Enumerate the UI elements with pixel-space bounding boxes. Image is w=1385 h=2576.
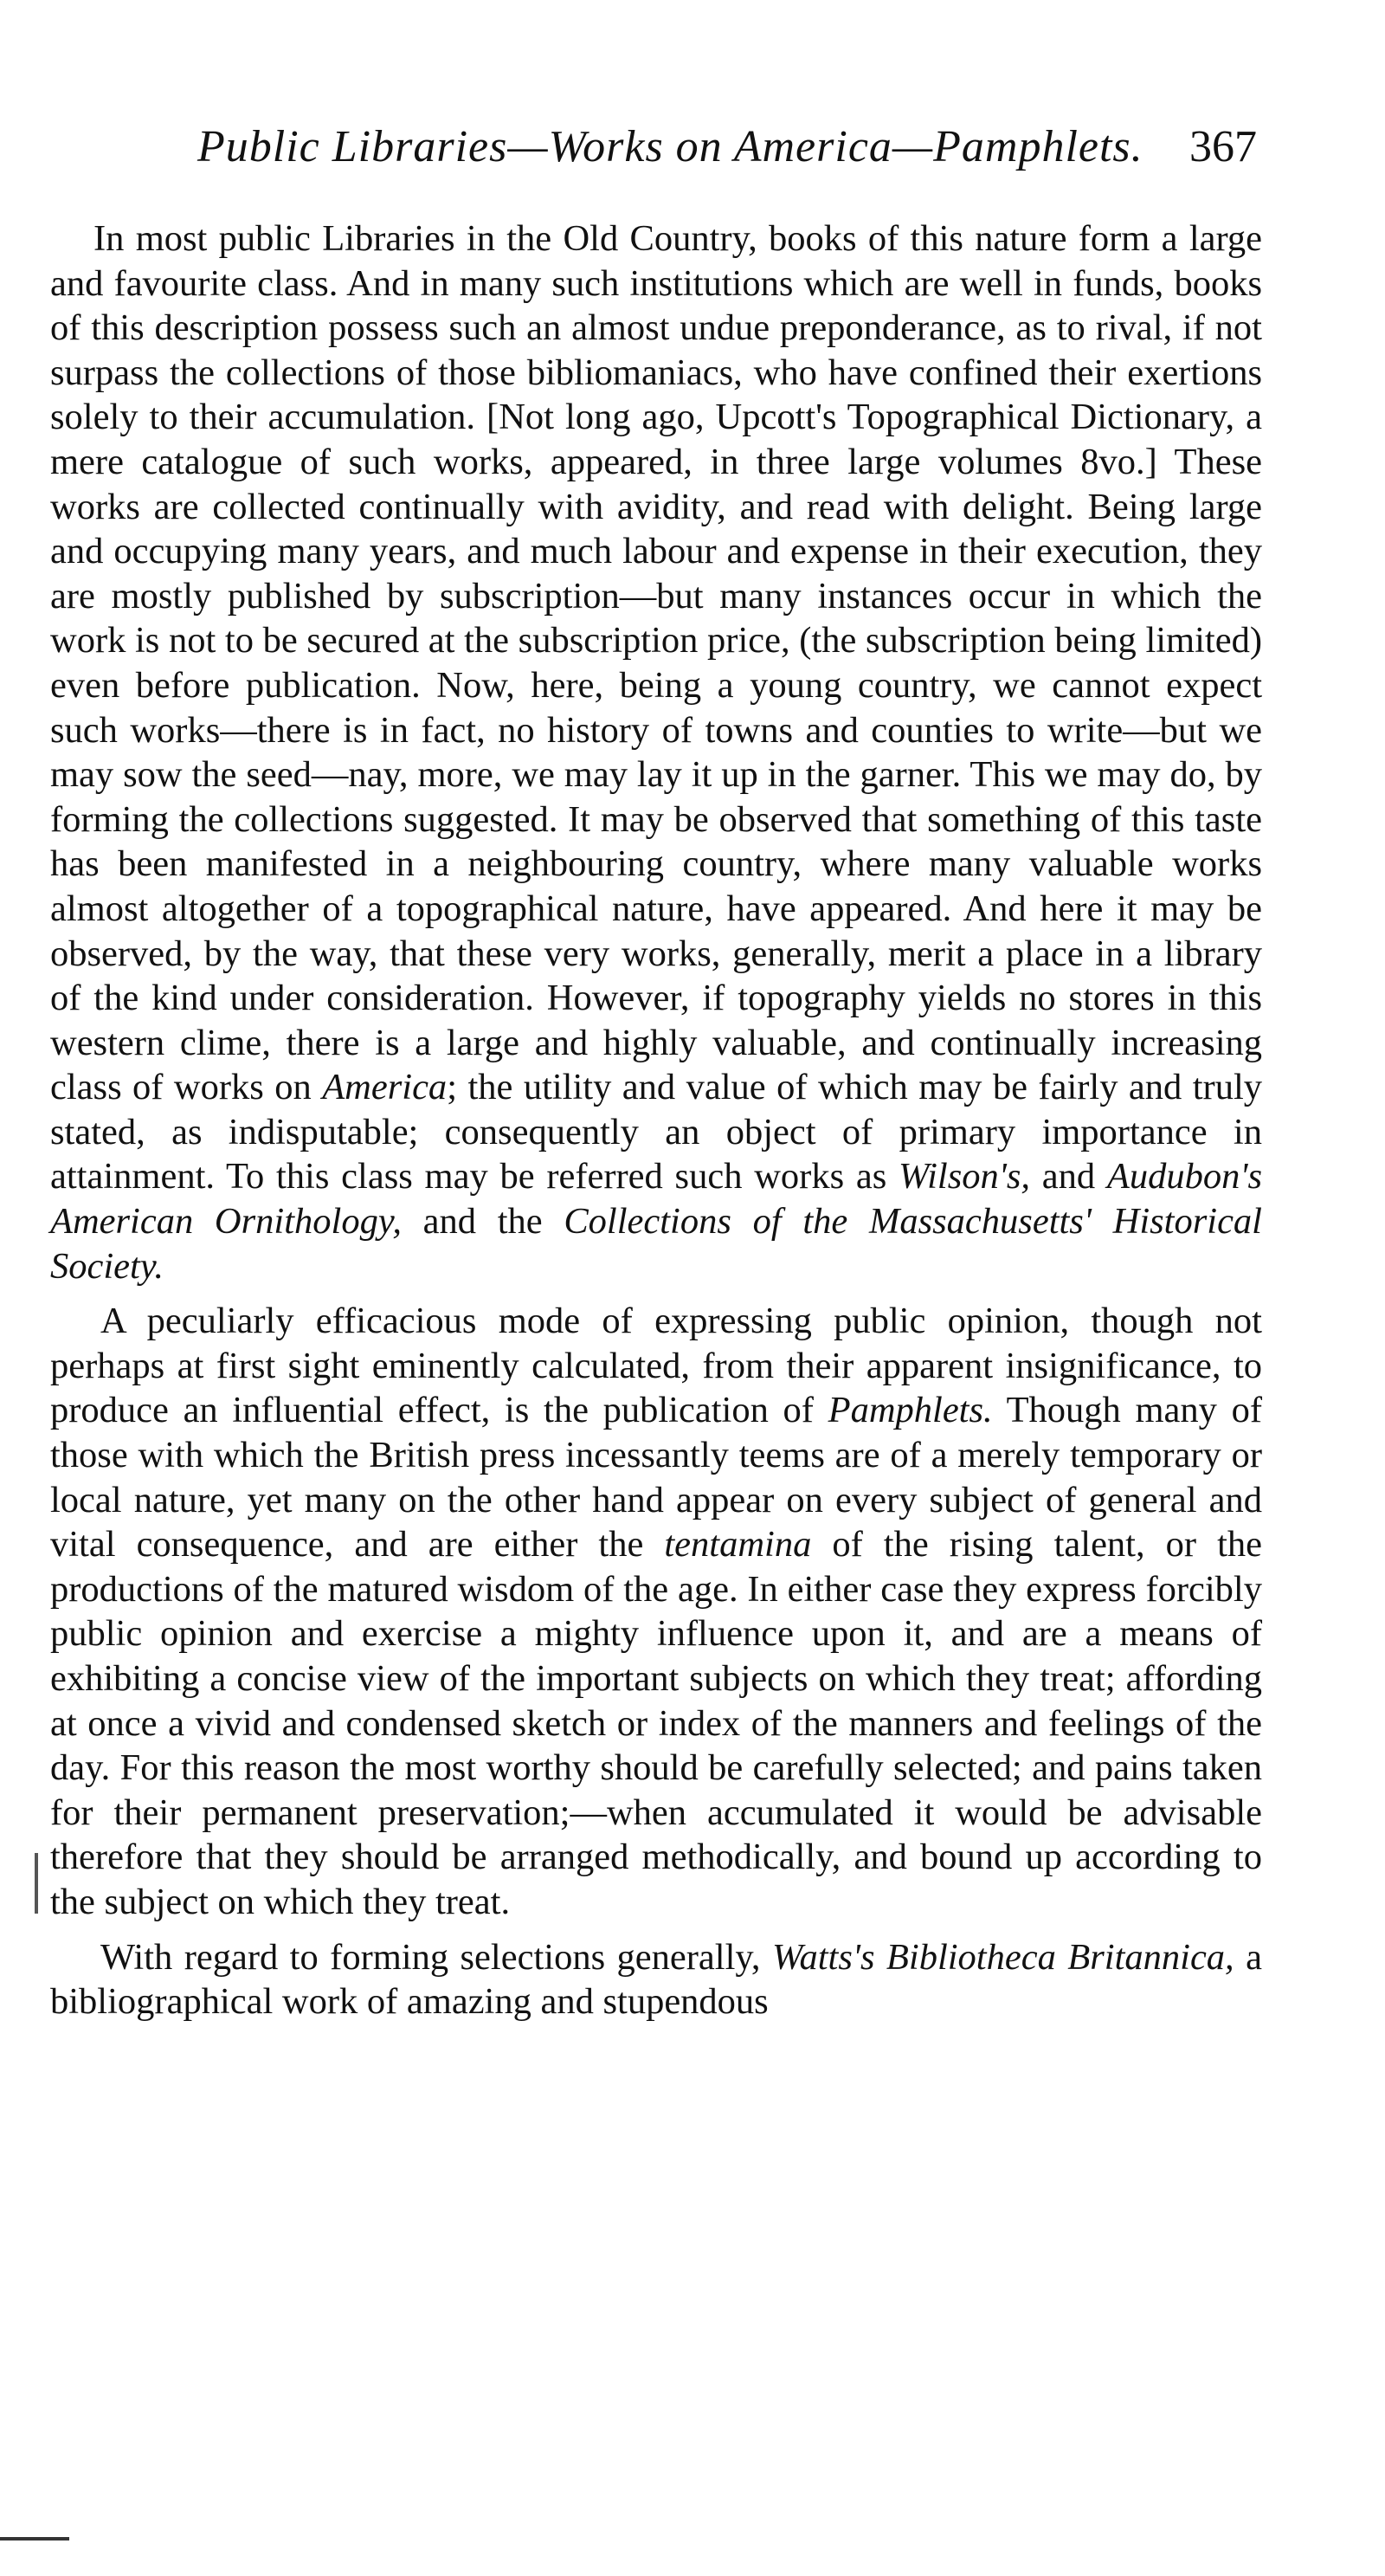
margin-mark	[35, 1853, 38, 1914]
scan-edge-rule	[0, 2537, 69, 2540]
italic-tentamina: tentamina	[664, 1524, 812, 1566]
italic-pamphlets: Pamphlets.	[828, 1390, 993, 1431]
italic-bibliotheca: Watts's Bibliotheca Britannica,	[771, 1936, 1234, 1978]
running-header	[0, 121, 1385, 182]
paragraph-selections	[50, 1935, 1262, 2024]
paragraph-libraries	[50, 216, 1262, 1288]
body-text	[50, 216, 1262, 2024]
text-run: With regard to forming selections generally,	[100, 1936, 772, 1978]
text-run: a bibliographical work of amazing and stupendous	[50, 1936, 1262, 2023]
italic-audubon: Audubon's American Ornithology,	[50, 1156, 1262, 1243]
italic-massachusetts: Collections of the Massachusetts' Historical Society.	[50, 1201, 1262, 1287]
italic-wilson: Wilson's,	[899, 1156, 1030, 1198]
text-run: A peculiarly efficacious mode of expressing public opinion, though not perhaps at first sight eminently calculated, from their apparent insignificance, to produce an influential effect, is the publication of	[50, 1301, 1262, 1431]
text-run: and	[1030, 1156, 1107, 1198]
text-run: and the	[401, 1201, 564, 1243]
text-run: ; the utility and value of which may be fairly and truly stated, as indisputable; consequently an object of primary importance in attainment. To this class may be referred such works as	[50, 1067, 1262, 1198]
text-run: of the rising talent, or the productions of the matured wisdom of the age. In either case they express forcibly public opinion and exercise a mighty influence upon it, and are a means of exhibiting a concise view of the important subjects on which they treat; affording at once a vivid and condensed sketch or index of the manners and feelings of the day. For this reason the most worthy should be carefully selected; and pains taken for their permanent preservation;—when accumulated it would be advisable therefore that they should be arranged methodically, and bound up according to the subject on which they treat.	[50, 1524, 1262, 1922]
page-number: 367	[1189, 122, 1257, 171]
text-run: Though many of those with which the British press incessantly teems are of a merely temporary or local nature, yet many on the other hand appear on every subject of general and vital consequence, and are either the	[50, 1390, 1262, 1566]
paragraph-pamphlets	[50, 1299, 1262, 1924]
text-run: In most public Libraries in the Old Country, books of this nature form a large and favourite class. And in many such institutions which are well in funds, books of this description possess such an almost undue preponderance, as to rival, if not surpass the collections of those bibliomaniacs, who have confined their exertions solely to their accumulation. [Not long ago, Upcott's Topographical Dictionary, a mere catalogue of such works, appeared, in three large volumes 8vo.] These works are collected continually with avidity, and read with delight. Being large and occupying many years, and much labour and expense in their execution, they are mostly published by subscription—but many instances occur in which the work is not to be secured at the subscription price, (the subscription being limited) even before publication. Now, here, being a young country, we cannot expect such works—there is in fact, no history of towns and counties to write—but we may sow the seed—nay, more, we may lay it up in the garner. This we may do, by forming the collections suggested. It may be observed that something of this taste has been manifested in a neighbouring country, where many valuable works almost altogether of a topographical nature, have appeared. And here it may be observed, by the way, that these very works, generally, merit a place in a library of the kind under consideration. However, if topography yields no stores in this western clime, there is a large and highly valuable, and continually increasing class of works on	[50, 218, 1262, 1108]
italic-america: America	[322, 1067, 448, 1108]
running-title: Public Libraries—Works on America—Pamphlets.	[197, 122, 1143, 171]
